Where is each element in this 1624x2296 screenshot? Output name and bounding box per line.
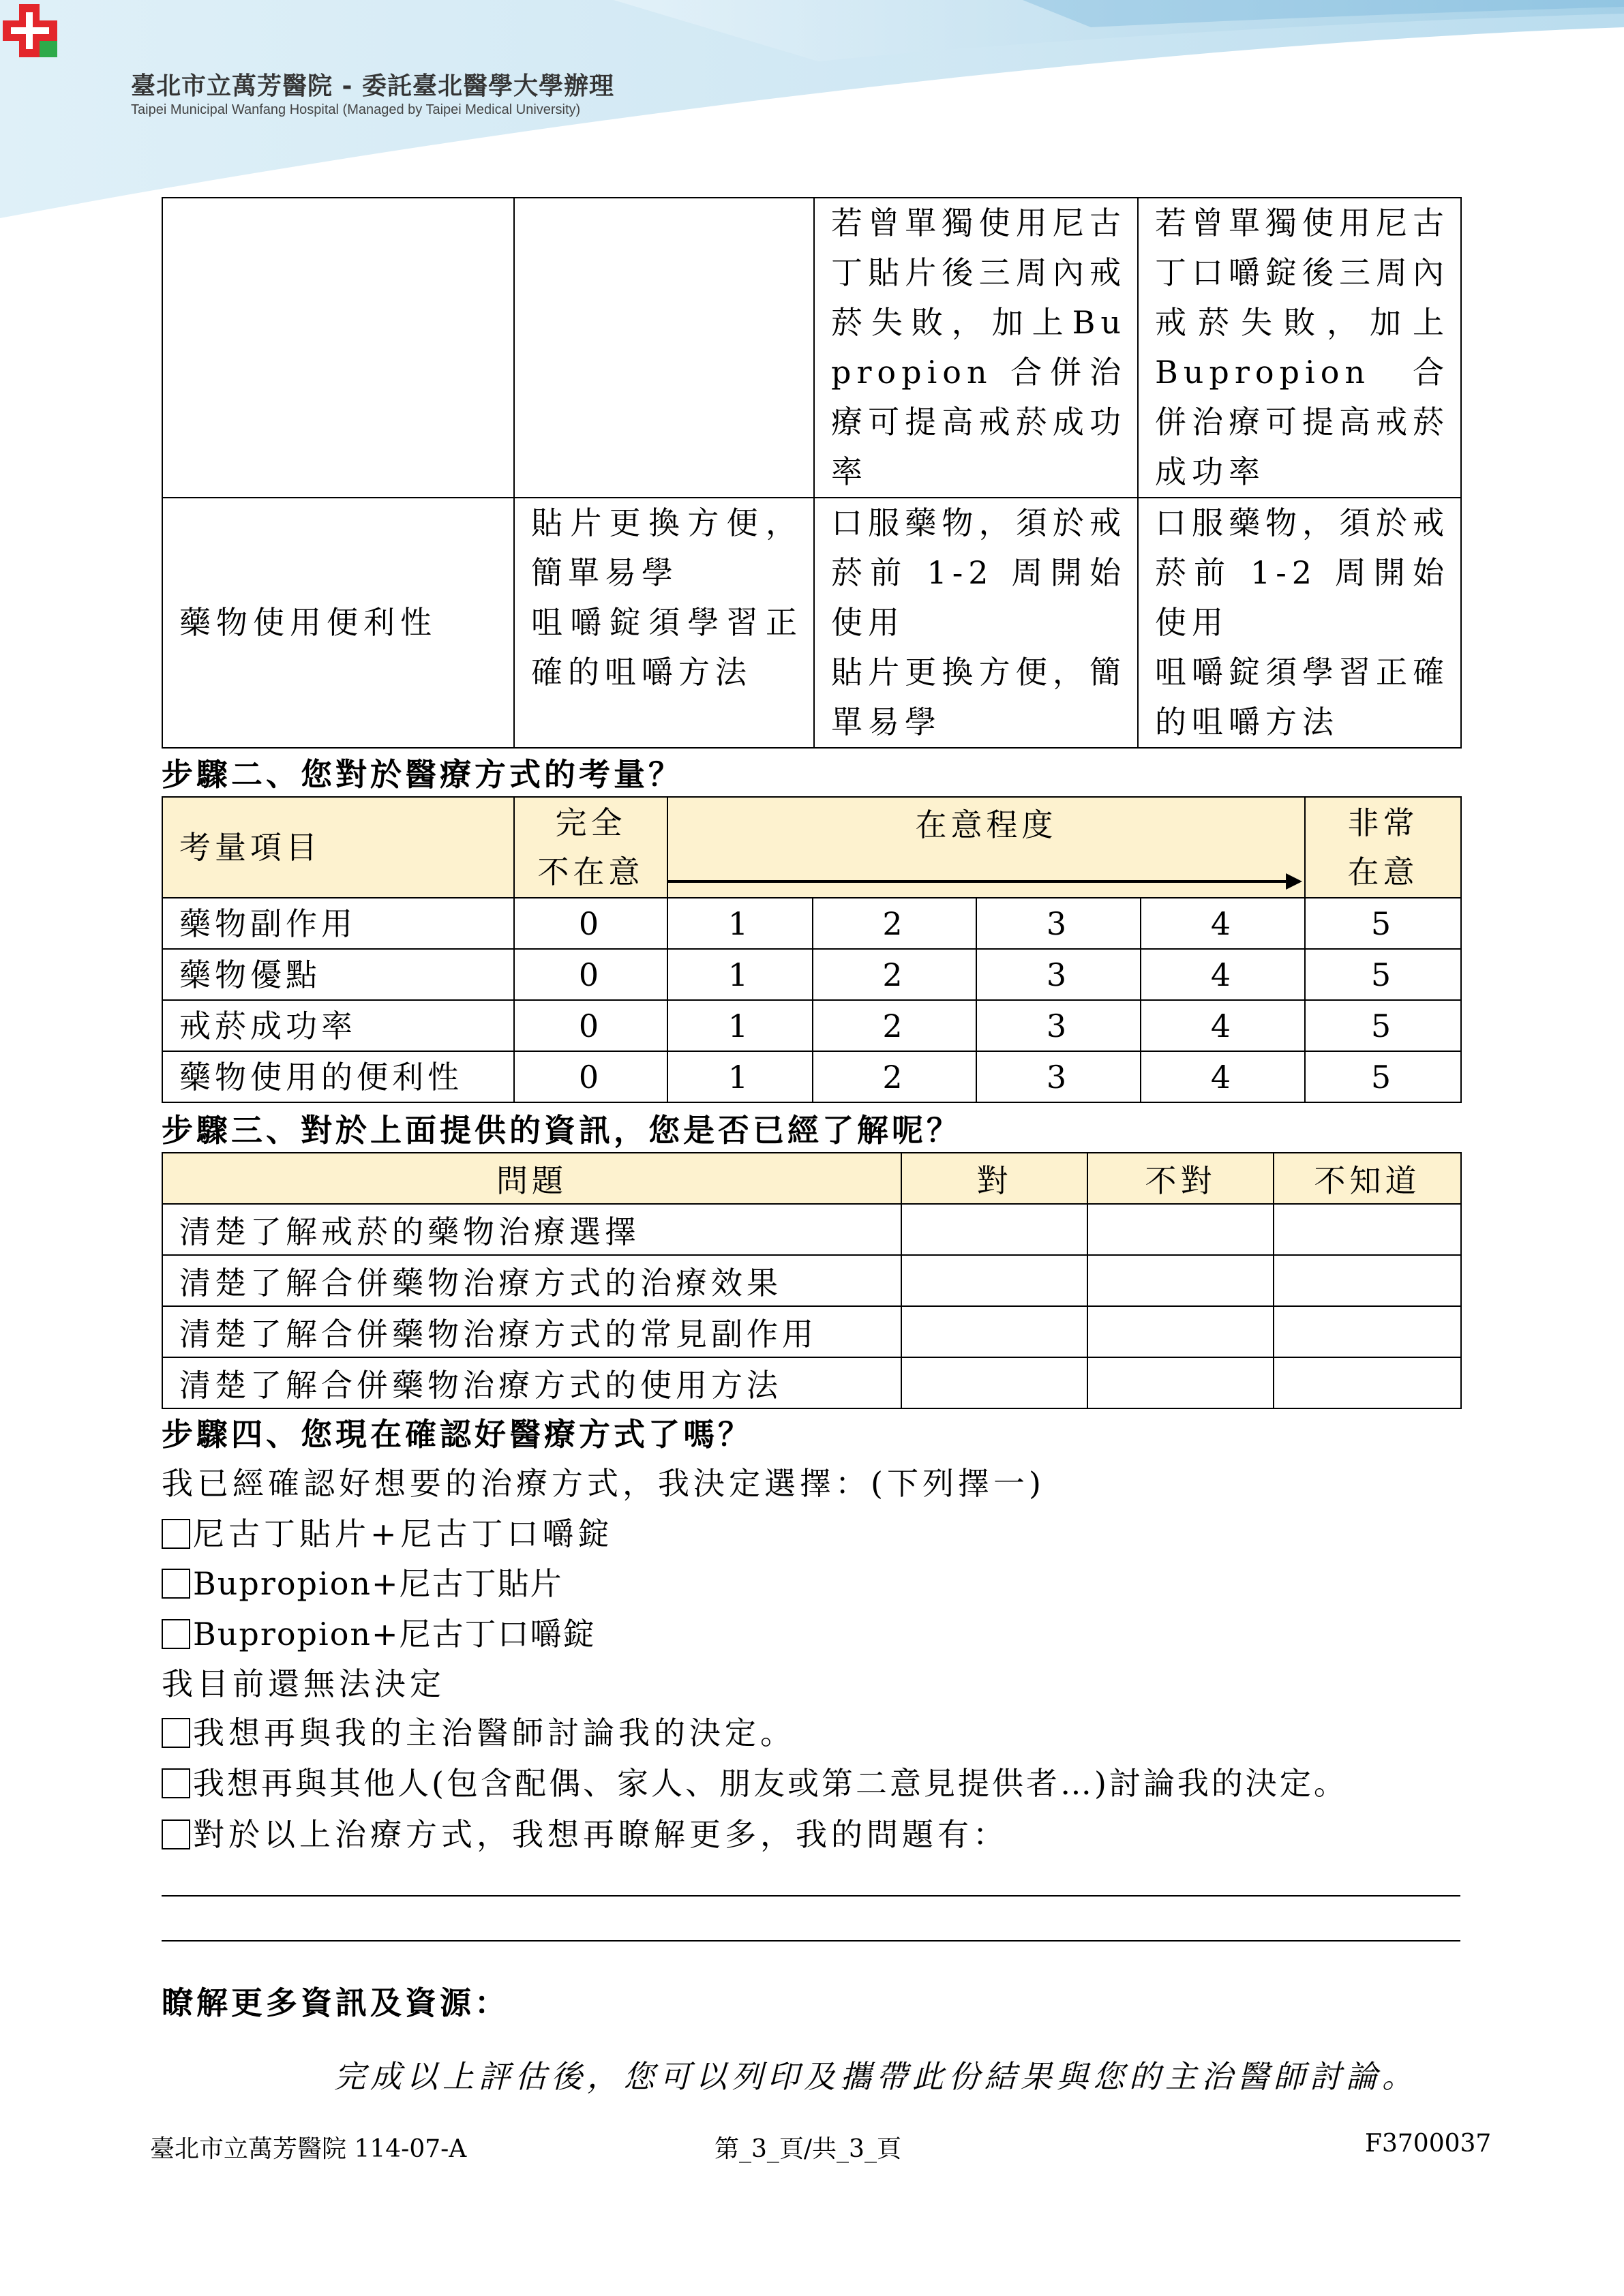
row-label: 戒菸成功率 <box>162 1000 514 1051</box>
option-want-more-info[interactable] <box>162 1810 1008 1855</box>
checkbox[interactable] <box>162 1569 190 1599</box>
table-cell <box>814 498 1138 748</box>
step3-title: 步驟三、對於上面提供的資訊，您是否已經了解呢？ <box>162 1112 961 1149</box>
option-label: 尼古丁貼片+尼古丁口嚼錠 <box>193 1515 614 1552</box>
answer-correct-cell[interactable] <box>901 1306 1087 1357</box>
option-label: Bupropion+尼古丁貼片 <box>193 1565 563 1602</box>
footer-page-number: 第_3_頁/共_3_頁 <box>715 2135 901 2163</box>
table-cell <box>514 498 814 748</box>
rating-option-2[interactable]: 2 <box>813 949 976 1000</box>
footer-form-id: 臺北市立萬芳醫院 114-07-A <box>150 2135 467 2163</box>
option-discuss-with-others[interactable] <box>162 1759 1348 1804</box>
header-question: 問題 <box>162 1153 901 1204</box>
rating-option-4[interactable]: 4 <box>1141 1000 1305 1051</box>
rating-option-3[interactable]: 3 <box>976 1000 1141 1051</box>
rating-option-4[interactable]: 4 <box>1141 1051 1305 1102</box>
cell-line: 貼片更換方便，簡單易學 <box>831 654 1126 740</box>
table-cell <box>514 198 814 498</box>
question-text: 清楚了解合併藥物治療方式的常見副作用 <box>162 1306 901 1357</box>
row-label: 藥物使用的便利性 <box>162 1051 514 1102</box>
checkbox[interactable] <box>162 1718 190 1748</box>
rating-option-2[interactable]: 2 <box>813 898 976 949</box>
cell-line: 口服藥物，須於戒菸前 1-2 周開始使用 <box>831 504 1126 641</box>
answer-correct-cell[interactable] <box>901 1204 1087 1255</box>
rating-option-1[interactable]: 1 <box>667 1051 813 1102</box>
question-text: 清楚了解戒菸的藥物治療選擇 <box>162 1204 901 1255</box>
cell-line: 口服藥物，須於戒菸前 1-2 周開始使用 <box>1155 504 1449 641</box>
header-banner <box>0 0 1624 225</box>
header-not-care-line1: 完全 <box>555 804 627 841</box>
cell-line: 咀嚼錠須學習正確的咀嚼方法 <box>1155 654 1449 740</box>
rating-option-5[interactable]: 5 <box>1305 949 1461 1000</box>
answer-incorrect-cell[interactable] <box>1087 1255 1274 1306</box>
rating-option-0[interactable]: 0 <box>514 949 667 1000</box>
rating-option-0[interactable]: 0 <box>514 1000 667 1051</box>
answer-correct-cell[interactable] <box>901 1357 1087 1408</box>
checkbox[interactable] <box>162 1819 190 1849</box>
rating-option-2[interactable]: 2 <box>813 1000 976 1051</box>
option-bupropion-plus-gum[interactable] <box>162 1610 596 1655</box>
table-cell <box>162 198 514 498</box>
understanding-check-table <box>162 1152 1462 1409</box>
table-row <box>162 898 1461 949</box>
header-very-care-line1: 非常 <box>1347 804 1419 841</box>
checkbox[interactable] <box>162 1619 190 1649</box>
arrow-right-icon <box>668 871 1304 892</box>
answer-unknown-cell[interactable] <box>1274 1306 1461 1357</box>
table-cell: 若曾單獨使用尼古丁貼片後三周內戒菸失敗，加上Bupropion 合併治療可提高戒菸成功率 <box>814 198 1138 498</box>
rating-option-1[interactable]: 1 <box>667 1000 813 1051</box>
option-label: 我想再與其他人(包含配偶、家人、朋友或第二意見提供者…)討論我的決定。 <box>193 1765 1348 1802</box>
resources-title: 瞭解更多資訊及資源： <box>162 1984 509 2021</box>
step2-title: 步驟二、您對於醫療方式的考量？ <box>162 756 683 793</box>
row-label: 藥物副作用 <box>162 898 514 949</box>
header-unknown: 不知道 <box>1274 1153 1461 1204</box>
table-cell <box>1138 498 1461 748</box>
answer-line-2[interactable] <box>162 1940 1460 1942</box>
answer-line-1[interactable] <box>162 1895 1460 1897</box>
rating-option-3[interactable]: 3 <box>976 1051 1141 1102</box>
closing-note: 完成以上評估後，您可以列印及攜帶此份結果與您的主治醫師討論。 <box>334 2058 1418 2095</box>
answer-incorrect-cell[interactable] <box>1087 1357 1274 1408</box>
header-very-care <box>1305 797 1461 898</box>
table-row <box>162 1357 1461 1408</box>
undecided-label: 我目前還無法決定 <box>162 1665 445 1702</box>
question-text: 清楚了解合併藥物治療方式的使用方法 <box>162 1357 901 1408</box>
hospital-name-zh: 臺北市立萬芳醫院 - 委託臺北醫學大學辦理 <box>131 72 615 100</box>
rating-option-1[interactable]: 1 <box>667 898 813 949</box>
header-not-care <box>514 797 667 898</box>
table-header-row <box>162 1153 1461 1204</box>
rating-option-4[interactable]: 4 <box>1141 898 1305 949</box>
table-cell: 若曾單獨使用尼古丁口嚼錠後三周內戒菸失敗，加上 Bupropion 合併治療可提高戒菸成功率 <box>1138 198 1461 498</box>
table-row <box>162 1204 1461 1255</box>
option-patch-plus-gum[interactable] <box>162 1509 614 1554</box>
header-correct: 對 <box>901 1153 1087 1204</box>
checkbox[interactable] <box>162 1519 190 1549</box>
table-row <box>162 498 1461 748</box>
rating-option-5[interactable]: 5 <box>1305 1051 1461 1102</box>
header-incorrect: 不對 <box>1087 1153 1274 1204</box>
care-scale <box>668 798 1304 897</box>
option-label: 我想再與我的主治醫師討論我的決定。 <box>193 1715 796 1751</box>
rating-option-0[interactable]: 0 <box>514 1051 667 1102</box>
cell-line: 咀嚼錠須學習正確的咀嚼方法 <box>531 604 802 691</box>
row-label-convenience: 藥物使用便利性 <box>162 498 514 748</box>
hospital-name-en: Taipei Municipal Wanfang Hospital (Managed by Taipei Medical University) <box>131 102 581 117</box>
answer-incorrect-cell[interactable] <box>1087 1204 1274 1255</box>
header-very-care-line2: 在意 <box>1347 854 1419 890</box>
cell-line: 貼片更換方便，簡單易學 <box>531 504 802 591</box>
option-label: Bupropion+尼古丁口嚼錠 <box>193 1616 596 1652</box>
rating-option-3[interactable]: 3 <box>976 949 1141 1000</box>
option-label: 對於以上治療方式，我想再瞭解更多，我的問題有： <box>193 1816 1008 1853</box>
consideration-rating-table <box>162 796 1462 1103</box>
answer-correct-cell[interactable] <box>901 1255 1087 1306</box>
rating-option-5[interactable]: 5 <box>1305 898 1461 949</box>
question-text: 清楚了解合併藥物治療方式的治療效果 <box>162 1255 901 1306</box>
rating-option-3[interactable]: 3 <box>976 898 1141 949</box>
option-discuss-with-doctor[interactable] <box>162 1708 796 1753</box>
rating-option-4[interactable]: 4 <box>1141 949 1305 1000</box>
rating-option-5[interactable]: 5 <box>1305 1000 1461 1051</box>
care-scale-title: 在意程度 <box>915 806 1057 843</box>
table-row <box>162 198 1461 498</box>
red-cross-logo-icon <box>0 0 61 61</box>
header-consideration-item: 考量項目 <box>162 797 514 898</box>
answer-incorrect-cell[interactable] <box>1087 1306 1274 1357</box>
table-row <box>162 1000 1461 1051</box>
rating-option-0[interactable]: 0 <box>514 898 667 949</box>
rating-option-1[interactable]: 1 <box>667 949 813 1000</box>
checkbox[interactable] <box>162 1768 190 1798</box>
header-care-scale <box>667 797 1305 898</box>
rating-option-2[interactable]: 2 <box>813 1051 976 1102</box>
table-header-row <box>162 797 1461 898</box>
row-label: 藥物優點 <box>162 949 514 1000</box>
answer-unknown-cell[interactable] <box>1274 1204 1461 1255</box>
table-row <box>162 1051 1461 1102</box>
header-not-care-line2: 不在意 <box>537 854 644 890</box>
footer-doc-code: F3700037 <box>1365 2130 1492 2158</box>
table-row <box>162 1255 1461 1306</box>
option-bupropion-plus-patch[interactable] <box>162 1559 563 1604</box>
table-row <box>162 949 1461 1000</box>
step4-title: 步驟四、您現在確認好醫療方式了嗎？ <box>162 1416 753 1453</box>
table-row <box>162 1306 1461 1357</box>
medication-comparison-table <box>162 197 1462 749</box>
decision-intro: 我已經確認好想要的治療方式，我決定選擇：(下列擇一) <box>162 1465 1045 1502</box>
answer-unknown-cell[interactable] <box>1274 1357 1461 1408</box>
answer-unknown-cell[interactable] <box>1274 1255 1461 1306</box>
